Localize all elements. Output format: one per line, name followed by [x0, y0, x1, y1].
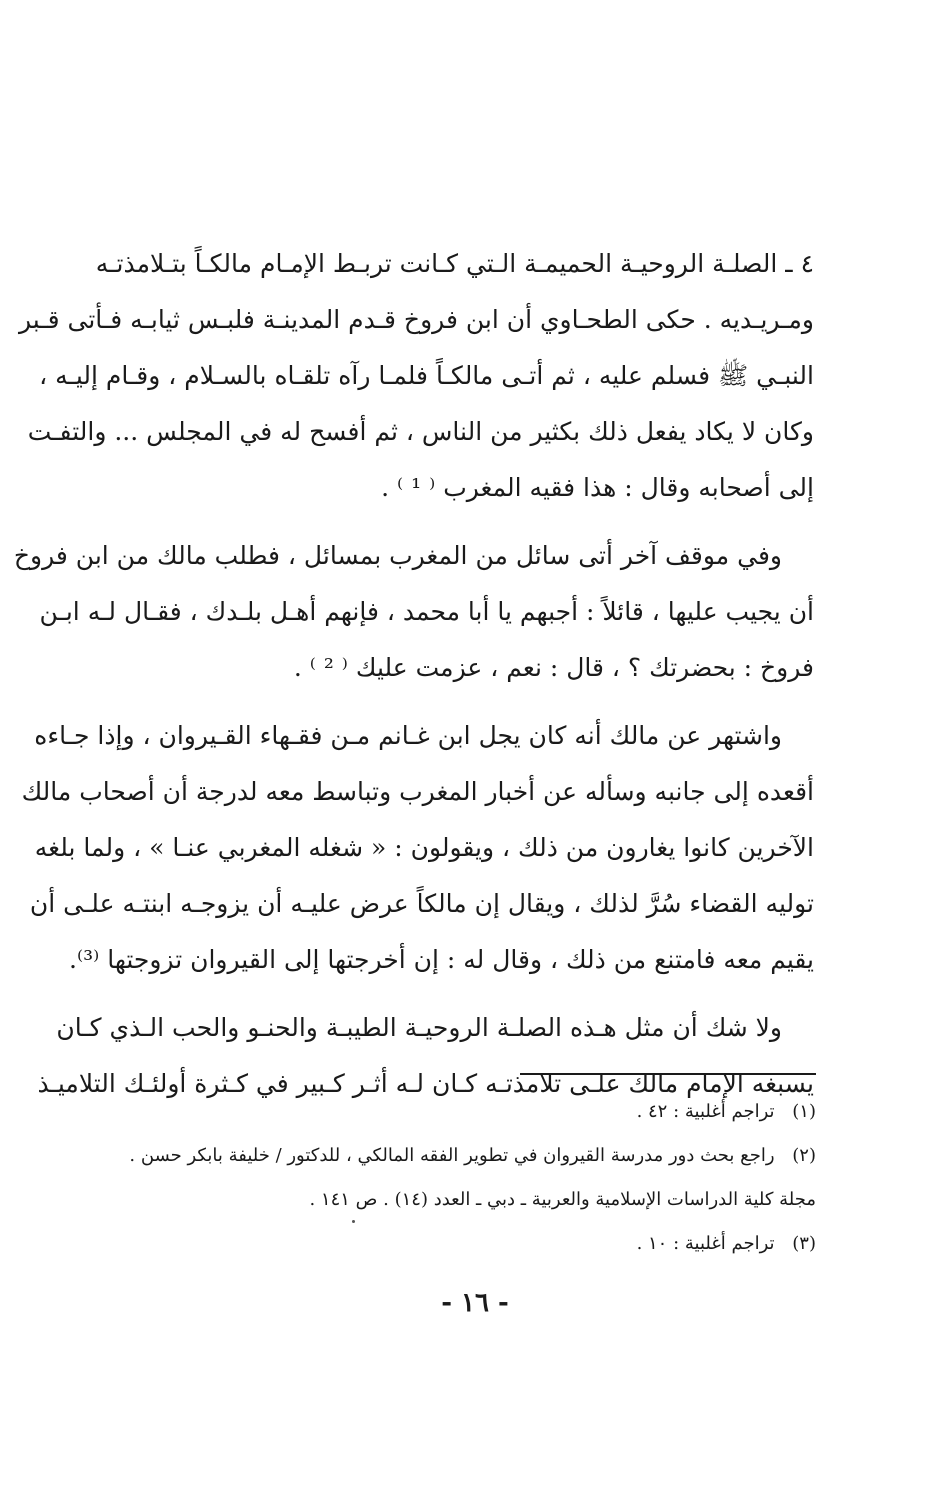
text-line: واشتهر عن مالك أنه كان يجل ابن غـانم مـن فقـهاء القـيروان ، وإذا جـاءه — [34, 721, 782, 750]
footnote-divider — [520, 1073, 816, 1075]
text-line: توليه القضاء سُرَّ لذلك ، ويقال إن مالكاً عرض عليـه أن يزوجـه ابنتـه علـى أن — [29, 889, 814, 918]
text-line: ولا شك أن مثل هـذه الصلـة الروحيـة الطيبـة والحنـو والحب الـذي كـان — [56, 1013, 782, 1042]
paragraph-1 — [18, 236, 814, 516]
footnote-3 — [110, 1222, 816, 1266]
footnote-text: تراجم أغلبية : ٤٢ . — [636, 1101, 775, 1122]
body-text — [13, 236, 814, 1124]
text-line: وكان لا يكاد يفعل ذلك بكثير من الناس ، ثم أفسح له في المجلس ... والتفـت — [27, 417, 814, 446]
text-line: فروخ : بحضرتك ؟ ، قال : نعم ، عزمت عليك ⁽ ² ⁾ . — [293, 653, 814, 682]
footnote-text: تراجم أغلبية : ١٠ . — [636, 1233, 775, 1254]
footnote-marker: (١) — [792, 1101, 816, 1122]
footnote-2 — [110, 1134, 816, 1178]
text-line: أقعده إلى جانبه وسأله عن أخبار المغرب وتباسط معه لدرجة أن أصحاب مالك — [21, 777, 814, 806]
footnotes — [110, 1090, 816, 1266]
text-line: الآخرين كانوا يغارون من ذلك ، ويقولون : « شغله المغربي عنـا » ، ولما بلغه — [34, 833, 814, 862]
text-line: يقيم معه فامتنع من ذلك ، وقال له : إن أخرجتها إلى القيروان تزوجتها ⁽³⁾. — [69, 945, 814, 974]
paragraph-2 — [13, 528, 814, 696]
text-line: يسبغه الإمام مالك علـى تلامذتـه كـان لـه أثـر كـبير في كـثرة أولئـك التلاميـذ — [37, 1069, 814, 1098]
text-line: النبـي ﷺ فسلم عليه ، ثم أتـى مالكـاً فلمـا رآه تلقـاه بالسـلام ، وقـام إليـه ، — [39, 361, 814, 390]
text-line: ومـريـديه . حكى الطحـاوي أن ابن فروخ قـدم المدينـة فلبـس ثيابـه فـأتى قـبر — [18, 305, 814, 334]
paragraph-3 — [21, 708, 814, 988]
page-number: - ١٦ - — [441, 1288, 509, 1318]
footnote-1 — [110, 1090, 816, 1134]
text-line: ٤ ـ الصلـة الروحيـة الحميمـة الـتي كـانت تربـط الإمـام مالكـاً بتـلامذتـه — [95, 249, 814, 278]
text-line: وفي موقف آخر أتى سائل من المغرب بمسائل ، فطلب مالك من ابن فروخ — [13, 541, 782, 570]
scan-speck — [352, 1220, 355, 1223]
footnote-marker: (٣) — [792, 1233, 816, 1254]
text-line: أن يجيب عليها ، قائلاً : أجبهم يا أبا محمد ، فإنهم أهـل بلـدك ، فقـال لـه ابـن — [39, 597, 814, 626]
footnote-marker: (٢) — [792, 1145, 816, 1166]
footnote-2-continuation: مجلة كلية الدراسات الإسلامية والعربية ـ دبي ـ العدد (١٤) . ص ١٤١ . — [309, 1189, 816, 1210]
text-line: إلى أصحابه وقال : هذا فقيه المغرب ⁽ ¹ ⁾ . — [381, 473, 814, 502]
footnote-text: راجع بحث دور مدرسة القيروان في تطوير الفقه المالكي ، للدكتور / خليفة بابكر حسن . — [129, 1145, 775, 1166]
